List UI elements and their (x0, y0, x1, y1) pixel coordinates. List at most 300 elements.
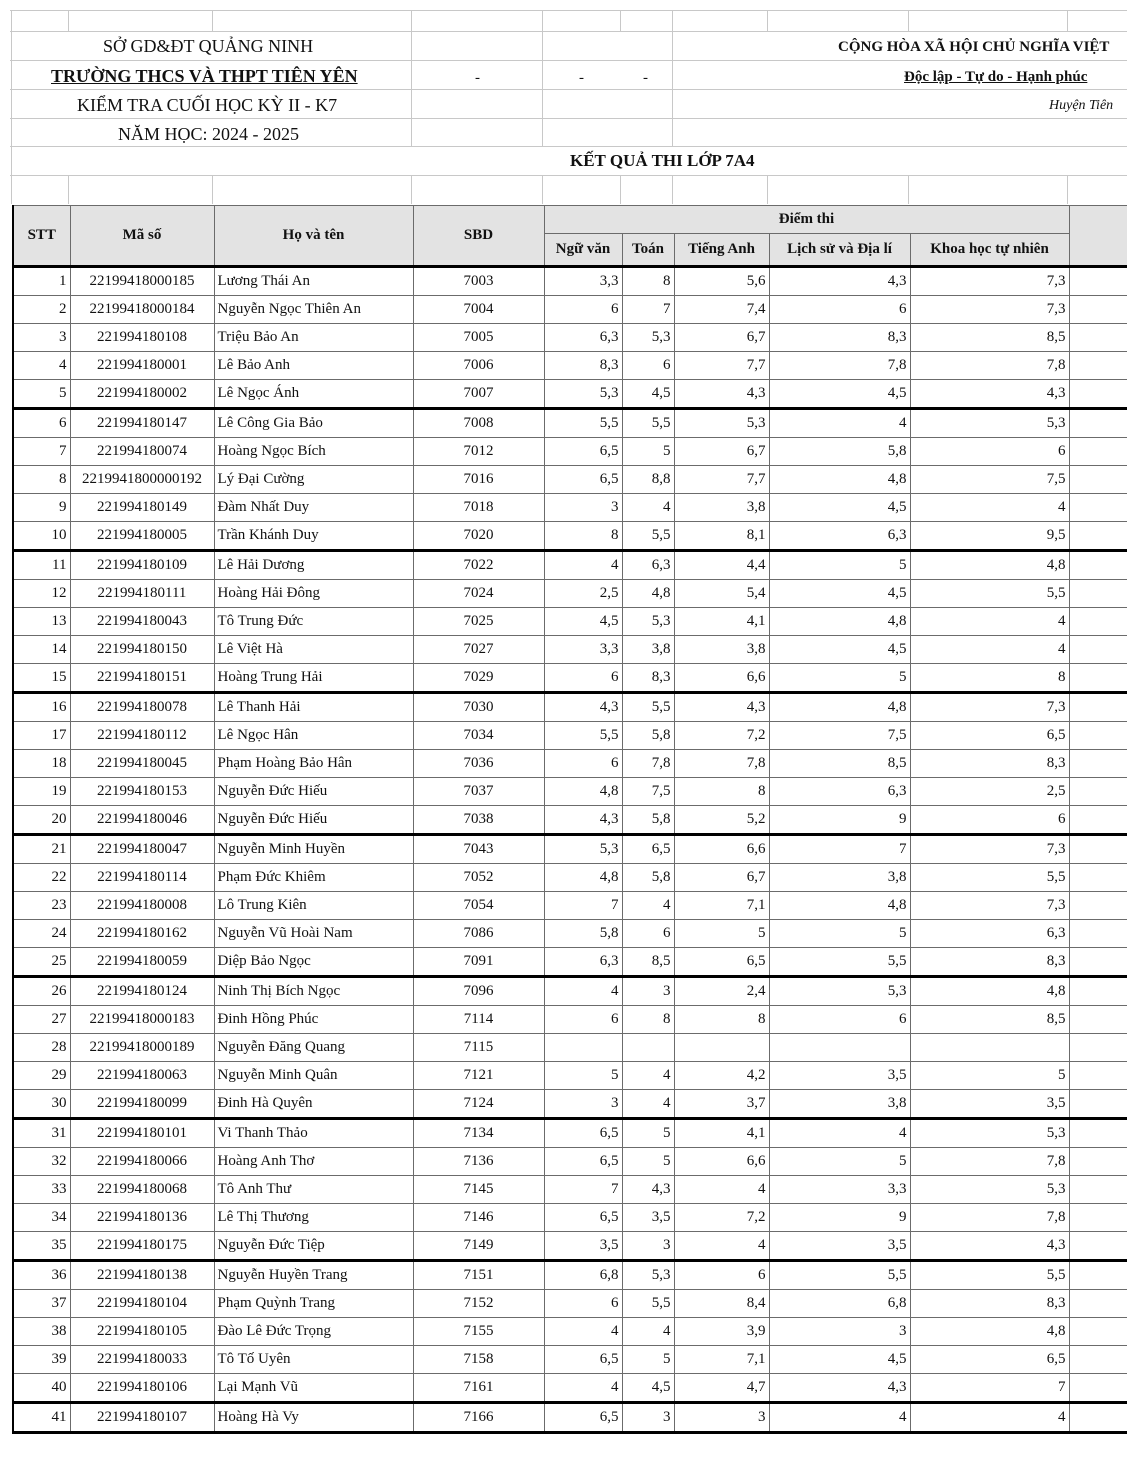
extra-cell (1069, 580, 1127, 608)
ma-so-cell: 221994180112 (70, 722, 214, 750)
toan-cell: 5,8 (622, 864, 674, 892)
header-ngu-van: Ngữ văn (544, 234, 622, 267)
tieng-anh-cell: 4,2 (674, 1062, 769, 1090)
sbd-cell: 7096 (413, 977, 544, 1006)
ho-ten-cell: Lý Đại Cường (214, 466, 413, 494)
tieng-anh-cell: 8 (674, 1006, 769, 1034)
table-row (13, 1290, 1127, 1318)
sbd-cell: 7027 (413, 636, 544, 664)
header-dash: - (643, 70, 648, 86)
table-row (13, 1119, 1127, 1148)
sbd-cell: 7124 (413, 1090, 544, 1119)
stt-cell: 19 (13, 778, 70, 806)
sbd-cell: 7016 (413, 466, 544, 494)
su-dia-cell: 6 (769, 296, 910, 324)
su-dia-cell: 8,5 (769, 750, 910, 778)
table-row (13, 1148, 1127, 1176)
table-row (13, 1374, 1127, 1403)
su-dia-cell: 5,3 (769, 977, 910, 1006)
su-dia-cell: 3,5 (769, 1232, 910, 1261)
tieng-anh-cell: 5 (674, 920, 769, 948)
ma-so-cell: 221994180005 (70, 522, 214, 551)
ngu-van-cell: 6,5 (544, 1346, 622, 1374)
stt-cell: 41 (13, 1403, 70, 1433)
extra-cell (1069, 948, 1127, 977)
ma-so-cell: 221994180104 (70, 1290, 214, 1318)
table-row (13, 352, 1127, 380)
ngu-van-cell: 4 (544, 977, 622, 1006)
tieng-anh-cell: 4,4 (674, 551, 769, 580)
ngu-van-cell: 4,3 (544, 693, 622, 722)
table-row (13, 864, 1127, 892)
toan-cell: 6,3 (622, 551, 674, 580)
toan-cell: 3 (622, 1232, 674, 1261)
extra-cell (1069, 551, 1127, 580)
ho-ten-cell: Lê Việt Hà (214, 636, 413, 664)
ma-so-cell: 221994180106 (70, 1374, 214, 1403)
ngu-van-cell: 4,8 (544, 864, 622, 892)
stt-cell: 6 (13, 409, 70, 438)
toan-cell: 4,5 (622, 380, 674, 409)
su-dia-cell: 3 (769, 1318, 910, 1346)
tieng-anh-cell: 5,2 (674, 806, 769, 835)
ho-ten-cell: Lê Thanh Hải (214, 693, 413, 722)
toan-cell: 4,8 (622, 580, 674, 608)
ma-so-cell: 221994180150 (70, 636, 214, 664)
extra-cell (1069, 1176, 1127, 1204)
ho-ten-cell: Nguyễn Minh Quân (214, 1062, 413, 1090)
toan-cell: 4 (622, 1090, 674, 1119)
extra-cell (1069, 1006, 1127, 1034)
ma-so-cell: 221994180111 (70, 580, 214, 608)
ho-ten-cell: Nguyễn Minh Huyền (214, 835, 413, 864)
extra-cell (1069, 267, 1127, 296)
ngu-van-cell: 6,5 (544, 438, 622, 466)
toan-cell: 8,5 (622, 948, 674, 977)
extra-cell (1069, 750, 1127, 778)
tieng-anh-cell: 5,6 (674, 267, 769, 296)
ngu-van-cell: 6,5 (544, 1148, 622, 1176)
su-dia-cell: 4,3 (769, 1374, 910, 1403)
header-ho-ten: Họ và tên (214, 206, 413, 267)
ngu-van-cell: 4 (544, 1318, 622, 1346)
ngu-van-cell: 6,5 (544, 1119, 622, 1148)
school-name: TRƯỜNG THCS VÀ THPT TIÊN YÊN (51, 66, 358, 86)
su-dia-cell: 7,5 (769, 722, 910, 750)
su-dia-cell: 5,8 (769, 438, 910, 466)
stt-cell: 35 (13, 1232, 70, 1261)
su-dia-cell: 3,8 (769, 1090, 910, 1119)
ngu-van-cell: 6,3 (544, 948, 622, 977)
ma-so-cell: 221994180074 (70, 438, 214, 466)
khtn-cell: 4,8 (910, 1318, 1069, 1346)
tieng-anh-cell: 7,7 (674, 466, 769, 494)
toan-cell (622, 1034, 674, 1062)
ho-ten-cell: Tô Tố Uyên (214, 1346, 413, 1374)
stt-cell: 8 (13, 466, 70, 494)
su-dia-cell: 3,3 (769, 1176, 910, 1204)
khtn-cell: 8,5 (910, 324, 1069, 352)
ma-so-cell: 221994180101 (70, 1119, 214, 1148)
extra-cell (1069, 1062, 1127, 1090)
tieng-anh-cell: 4 (674, 1232, 769, 1261)
ma-so-cell: 221994180033 (70, 1346, 214, 1374)
tieng-anh-cell: 7,4 (674, 296, 769, 324)
stt-cell: 29 (13, 1062, 70, 1090)
toan-cell: 7 (622, 296, 674, 324)
ho-ten-cell: Đàm Nhất Duy (214, 494, 413, 522)
khtn-cell: 8,3 (910, 750, 1069, 778)
ngu-van-cell: 6,8 (544, 1261, 622, 1290)
exam-name: KIỂM TRA CUỐI HỌC KỲ II - K7 (77, 95, 338, 115)
extra-cell (1069, 1034, 1127, 1062)
stt-cell: 20 (13, 806, 70, 835)
ma-so-cell: 22199418000185 (70, 267, 214, 296)
tieng-anh-cell: 7,1 (674, 892, 769, 920)
table-row (13, 580, 1127, 608)
khtn-cell: 8,3 (910, 1290, 1069, 1318)
sbd-cell: 7136 (413, 1148, 544, 1176)
tieng-anh-cell: 3,8 (674, 636, 769, 664)
su-dia-cell: 3,8 (769, 864, 910, 892)
sbd-cell: 7149 (413, 1232, 544, 1261)
ngu-van-cell: 8,3 (544, 352, 622, 380)
su-dia-cell: 5 (769, 664, 910, 693)
ma-so-cell: 221994180078 (70, 693, 214, 722)
khtn-cell: 7,3 (910, 267, 1069, 296)
sbd-cell: 7043 (413, 835, 544, 864)
tieng-anh-cell: 4,1 (674, 608, 769, 636)
extra-cell (1069, 1374, 1127, 1403)
ho-ten-cell: Đào Lê Đức Trọng (214, 1318, 413, 1346)
table-row (13, 551, 1127, 580)
ma-so-cell: 221994180008 (70, 892, 214, 920)
extra-cell (1069, 1204, 1127, 1232)
ma-so-cell: 221994180059 (70, 948, 214, 977)
ngu-van-cell: 5,8 (544, 920, 622, 948)
ho-ten-cell: Hoàng Anh Thơ (214, 1148, 413, 1176)
ho-ten-cell: Lương Thái An (214, 267, 413, 296)
khtn-cell: 7,3 (910, 693, 1069, 722)
sbd-cell: 7036 (413, 750, 544, 778)
ngu-van-cell: 6 (544, 750, 622, 778)
tieng-anh-cell: 4,1 (674, 1119, 769, 1148)
khtn-cell: 8 (910, 664, 1069, 693)
khtn-cell: 4,8 (910, 551, 1069, 580)
extra-cell (1069, 636, 1127, 664)
ho-ten-cell: Lê Thị Thương (214, 1204, 413, 1232)
khtn-cell: 7,3 (910, 296, 1069, 324)
khtn-cell: 7,8 (910, 1204, 1069, 1232)
su-dia-cell: 4,5 (769, 494, 910, 522)
ho-ten-cell: Phạm Đức Khiêm (214, 864, 413, 892)
tieng-anh-cell: 6,6 (674, 1148, 769, 1176)
table-row (13, 1062, 1127, 1090)
toan-cell: 8 (622, 267, 674, 296)
ho-ten-cell: Đinh Hồng Phúc (214, 1006, 413, 1034)
ho-ten-cell: Lê Ngọc Hân (214, 722, 413, 750)
header-su-dia: Lịch sử và Địa lí (769, 234, 910, 267)
table-row (13, 438, 1127, 466)
ma-so-cell: 221994180124 (70, 977, 214, 1006)
table-row (13, 1204, 1127, 1232)
header-dash: - (475, 70, 480, 86)
tieng-anh-cell: 5,3 (674, 409, 769, 438)
tieng-anh-cell: 7,2 (674, 722, 769, 750)
khtn-cell: 5 (910, 1062, 1069, 1090)
stt-cell: 32 (13, 1148, 70, 1176)
ho-ten-cell: Lê Công Gia Bảo (214, 409, 413, 438)
table-row (13, 1034, 1127, 1062)
sbd-cell: 7155 (413, 1318, 544, 1346)
sbd-cell: 7038 (413, 806, 544, 835)
stt-cell: 13 (13, 608, 70, 636)
header-tieng-anh: Tiếng Anh (674, 234, 769, 267)
su-dia-cell: 8,3 (769, 324, 910, 352)
header-extra-column (1069, 206, 1127, 267)
toan-cell: 8 (622, 1006, 674, 1034)
ma-so-cell: 221994180063 (70, 1062, 214, 1090)
ho-ten-cell: Nguyễn Đăng Quang (214, 1034, 413, 1062)
khtn-cell: 5,3 (910, 1119, 1069, 1148)
ngu-van-cell: 3,3 (544, 636, 622, 664)
tieng-anh-cell: 5,4 (674, 580, 769, 608)
stt-cell: 12 (13, 580, 70, 608)
table-row (13, 608, 1127, 636)
ho-ten-cell: Hoàng Trung Hải (214, 664, 413, 693)
sbd-cell: 7145 (413, 1176, 544, 1204)
extra-cell (1069, 778, 1127, 806)
toan-cell: 4,3 (622, 1176, 674, 1204)
tieng-anh-cell: 3,7 (674, 1090, 769, 1119)
extra-cell (1069, 1148, 1127, 1176)
khtn-cell (910, 1034, 1069, 1062)
ma-so-cell: 221994180043 (70, 608, 214, 636)
ho-ten-cell: Hoàng Ngọc Bích (214, 438, 413, 466)
tieng-anh-cell: 3 (674, 1403, 769, 1433)
ma-so-cell: 22199418000184 (70, 296, 214, 324)
stt-cell: 31 (13, 1119, 70, 1148)
tieng-anh-cell: 8 (674, 778, 769, 806)
ho-ten-cell: Hoàng Hà Vy (214, 1403, 413, 1433)
ma-so-cell: 221994180099 (70, 1090, 214, 1119)
stt-cell: 34 (13, 1204, 70, 1232)
ngu-van-cell: 4,3 (544, 806, 622, 835)
stt-cell: 24 (13, 920, 70, 948)
stt-cell: 17 (13, 722, 70, 750)
sbd-cell: 7152 (413, 1290, 544, 1318)
khtn-cell: 6,5 (910, 1346, 1069, 1374)
su-dia-cell: 7 (769, 835, 910, 864)
table-row (13, 1318, 1127, 1346)
khtn-cell: 6 (910, 806, 1069, 835)
khtn-cell: 4,3 (910, 380, 1069, 409)
header-dash: - (579, 70, 584, 86)
stt-cell: 28 (13, 1034, 70, 1062)
results-table (12, 205, 1127, 1434)
khtn-cell: 7 (910, 1374, 1069, 1403)
republic-title: CỘNG HÒA XÃ HỘI CHỦ NGHĨA VIỆT (838, 39, 1110, 55)
khtn-cell: 4,3 (910, 1232, 1069, 1261)
khtn-cell: 4 (910, 608, 1069, 636)
extra-cell (1069, 438, 1127, 466)
ngu-van-cell: 5,5 (544, 722, 622, 750)
su-dia-cell: 9 (769, 806, 910, 835)
tieng-anh-cell: 6,6 (674, 664, 769, 693)
extra-cell (1069, 1119, 1127, 1148)
place-date: Huyện Tiên (1049, 98, 1114, 113)
ma-so-cell: 221994180114 (70, 864, 214, 892)
su-dia-cell: 3,5 (769, 1062, 910, 1090)
sbd-cell: 7146 (413, 1204, 544, 1232)
sbd-cell: 7121 (413, 1062, 544, 1090)
header-toan: Toán (622, 234, 674, 267)
ngu-van-cell: 5 (544, 1062, 622, 1090)
ma-so-cell: 221994180066 (70, 1148, 214, 1176)
table-row (13, 722, 1127, 750)
toan-cell: 5,5 (622, 1290, 674, 1318)
khtn-cell: 7,3 (910, 892, 1069, 920)
toan-cell: 5,8 (622, 806, 674, 835)
toan-cell: 6,5 (622, 835, 674, 864)
ngu-van-cell: 5,3 (544, 380, 622, 409)
stt-cell: 11 (13, 551, 70, 580)
khtn-cell: 5,5 (910, 1261, 1069, 1290)
sbd-cell: 7158 (413, 1346, 544, 1374)
khtn-cell: 9,5 (910, 522, 1069, 551)
table-row (13, 835, 1127, 864)
ngu-van-cell: 7 (544, 892, 622, 920)
header-diem-thi: Điểm thi (544, 206, 1069, 234)
table-row (13, 636, 1127, 664)
ngu-van-cell: 5,5 (544, 409, 622, 438)
extra-cell (1069, 409, 1127, 438)
tieng-anh-cell: 7,7 (674, 352, 769, 380)
ma-so-cell: 221994180151 (70, 664, 214, 693)
tieng-anh-cell: 2,4 (674, 977, 769, 1006)
stt-cell: 15 (13, 664, 70, 693)
tieng-anh-cell: 8,4 (674, 1290, 769, 1318)
khtn-cell: 5,5 (910, 864, 1069, 892)
khtn-cell: 8,5 (910, 1006, 1069, 1034)
su-dia-cell: 5 (769, 551, 910, 580)
sbd-cell: 7022 (413, 551, 544, 580)
stt-cell: 1 (13, 267, 70, 296)
ho-ten-cell: Ninh Thị Bích Ngọc (214, 977, 413, 1006)
sbd-cell: 7018 (413, 494, 544, 522)
sbd-cell: 7086 (413, 920, 544, 948)
table-row (13, 1403, 1127, 1433)
ma-so-cell: 221994180002 (70, 380, 214, 409)
ho-ten-cell: Nguyễn Ngọc Thiên An (214, 296, 413, 324)
khtn-cell: 7,8 (910, 1148, 1069, 1176)
table-row (13, 693, 1127, 722)
su-dia-cell: 4,8 (769, 608, 910, 636)
ma-so-cell: 221994180108 (70, 324, 214, 352)
toan-cell: 5,8 (622, 722, 674, 750)
sbd-cell: 7006 (413, 352, 544, 380)
ho-ten-cell: Nguyễn Đức Hiếu (214, 778, 413, 806)
table-row (13, 977, 1127, 1006)
su-dia-cell: 4 (769, 1403, 910, 1433)
su-dia-cell: 6,8 (769, 1290, 910, 1318)
ho-ten-cell: Lê Ngọc Ánh (214, 380, 413, 409)
ma-so-cell: 221994180047 (70, 835, 214, 864)
toan-cell: 3 (622, 1403, 674, 1433)
toan-cell: 6 (622, 352, 674, 380)
extra-cell (1069, 1403, 1127, 1433)
khtn-cell: 4 (910, 1403, 1069, 1433)
stt-cell: 10 (13, 522, 70, 551)
table-row (13, 948, 1127, 977)
sbd-cell: 7007 (413, 380, 544, 409)
su-dia-cell: 4 (769, 409, 910, 438)
sbd-cell: 7091 (413, 948, 544, 977)
khtn-cell: 6,5 (910, 722, 1069, 750)
toan-cell: 7,5 (622, 778, 674, 806)
ngu-van-cell: 6,5 (544, 466, 622, 494)
sbd-cell: 7034 (413, 722, 544, 750)
sbd-cell: 7166 (413, 1403, 544, 1433)
stt-cell: 30 (13, 1090, 70, 1119)
toan-cell: 5 (622, 1148, 674, 1176)
tieng-anh-cell: 4,7 (674, 1374, 769, 1403)
tieng-anh-cell: 6,7 (674, 324, 769, 352)
tieng-anh-cell: 3,9 (674, 1318, 769, 1346)
toan-cell: 4 (622, 1318, 674, 1346)
ma-so-cell: 221994180149 (70, 494, 214, 522)
stt-cell: 33 (13, 1176, 70, 1204)
school-year: NĂM HỌC: 2024 - 2025 (118, 124, 300, 144)
extra-cell (1069, 835, 1127, 864)
stt-cell: 39 (13, 1346, 70, 1374)
stt-cell: 21 (13, 835, 70, 864)
ngu-van-cell: 8 (544, 522, 622, 551)
sbd-cell: 7025 (413, 608, 544, 636)
ngu-van-cell: 6,5 (544, 1204, 622, 1232)
ngu-van-cell: 4 (544, 1374, 622, 1403)
toan-cell: 4 (622, 1062, 674, 1090)
extra-cell (1069, 466, 1127, 494)
su-dia-cell: 5 (769, 1148, 910, 1176)
stt-cell: 4 (13, 352, 70, 380)
su-dia-cell (769, 1034, 910, 1062)
sbd-cell: 7037 (413, 778, 544, 806)
khtn-cell: 4 (910, 636, 1069, 664)
khtn-cell: 8,3 (910, 948, 1069, 977)
stt-cell: 26 (13, 977, 70, 1006)
table-row (13, 1090, 1127, 1119)
sbd-cell: 7004 (413, 296, 544, 324)
khtn-cell: 7,5 (910, 466, 1069, 494)
tieng-anh-cell: 7,2 (674, 1204, 769, 1232)
ngu-van-cell: 3,5 (544, 1232, 622, 1261)
ngu-van-cell: 4,5 (544, 608, 622, 636)
ho-ten-cell: Tô Anh Thư (214, 1176, 413, 1204)
tieng-anh-cell: 6 (674, 1261, 769, 1290)
su-dia-cell: 4,8 (769, 892, 910, 920)
sbd-cell: 7029 (413, 664, 544, 693)
khtn-cell: 7,3 (910, 835, 1069, 864)
ngu-van-cell: 4 (544, 551, 622, 580)
khtn-cell: 5,5 (910, 580, 1069, 608)
sbd-cell: 7020 (413, 522, 544, 551)
ma-so-cell: 221994180107 (70, 1403, 214, 1433)
khtn-cell: 7,8 (910, 352, 1069, 380)
tieng-anh-cell (674, 1034, 769, 1062)
toan-cell: 4 (622, 892, 674, 920)
toan-cell: 4,5 (622, 1374, 674, 1403)
